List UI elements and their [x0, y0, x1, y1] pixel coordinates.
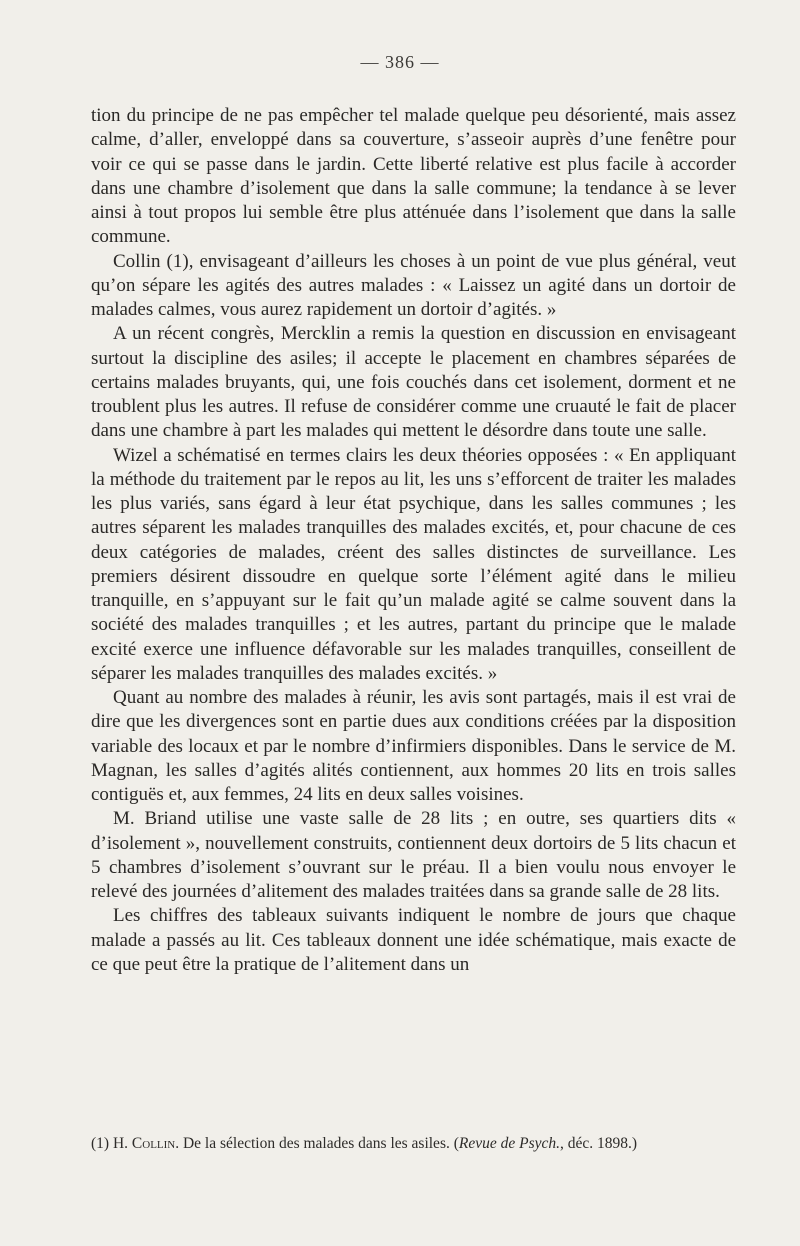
paragraph-6: M. Briand utilise une vaste salle de 28 lits ; en outre, ses quartiers dits « d’isolement », nouvellement construits, contiennent deux dortoirs de 5 lits chacun et 5 chambres d’isolement s’ouvrant sur le préau. Il a bien voulu nous envoyer le relevé des journées d’alitement des malades traitées dans sa grande salle de 28 lits.: [91, 808, 736, 902]
footnote-journal: Revue de Psych.: [458, 1135, 561, 1152]
paragraph-1: tion du principe de ne pas empêcher tel malade quelque peu désorienté, mais assez calme, d’aller, enveloppé dans sa couverture, s’asseoir auprès d’une fenêtre pour voir ce qui se passe dans le jardin. Cette liberté relative est plus facile à accorder dans une chambre d’isolement que dans la salle commune; la tendance à se lever ainsi à tout propos lui semble être plus atténuée dans l’isolement que dans la salle commune.: [91, 105, 736, 248]
footnote-author: Collin: [131, 1135, 176, 1152]
footnote: [91, 1134, 736, 1154]
paragraph-5: Quant au nombre des malades à réunir, les avis sont partagés, mais il est vrai de dire que les divergences sont en partie dues aux conditions créées par la disposition variable des locaux et par le nombre d’infirmiers disponibles. Dans le service de M. Magnan, les salles d’agités alités contiennent, aux hommes 20 lits en trois salles contiguës et, aux femmes, 24 lits en deux salles voisines.: [91, 687, 736, 805]
paragraph-3: A un récent congrès, Mercklin a remis la question en discussion en envisageant surtout la discipline des asiles; il accepte le placement en chambres séparées de certains malades bruyants, qui, une fois couchés dans cet isolement, dorment et ne troublent plus les autres. Il refuse de considérer comme une cruauté le fait de placer dans une chambre à part les malades qui mettent le désordre dans toute une salle.: [91, 323, 736, 442]
paragraph-4: Wizel a schématisé en termes clairs les deux théories opposées : « En appliquant la méthode du traitement par le repos au lit, les uns s’efforcent de traiter les malades les plus variés, sans égard à leur état psychique, dans les salles communes ; les autres séparent les malades tranquilles des malades excités, et, pour chacune de ces deux catégories de malades, créent des salles distinctes de surveillance. Les premiers désirent dissoudre en quelque sorte l’élément agité dans le milieu tranquille, en s’appuyant sur le fait qu’un malade agité se calme souvent dans la société des malades tranquilles ; et les autres, partant du principe que le malade excité exerce une influence défavorable sur les malades tranquilles, conseillent de séparer les malades tranquilles des malades excités. »: [91, 444, 736, 684]
body-text: [91, 104, 736, 977]
paragraph-7: Les chiffres des tableaux suivants indiquent le nombre de jours que chaque malade a passés au lit. Ces tableaux donnent une idée schématique, mais exacte de ce que peut être la pratique de l’alitement dans un: [91, 905, 736, 975]
page-number: — 386 —: [360, 52, 440, 72]
footnote-date: , déc. 1898.): [560, 1135, 638, 1152]
footnote-marker: (1) H.: [91, 1135, 132, 1152]
footnote-title: . De la sélection des malades dans les asiles. (: [175, 1135, 459, 1152]
paragraph-2: Collin (1), envisageant d’ailleurs les choses à un point de vue plus général, veut qu’on sépare les agités des autres malades : « Laissez un agité dans un dortoir de malades calmes, vous aurez rapidement un dortoir d’agités. »: [91, 250, 736, 320]
